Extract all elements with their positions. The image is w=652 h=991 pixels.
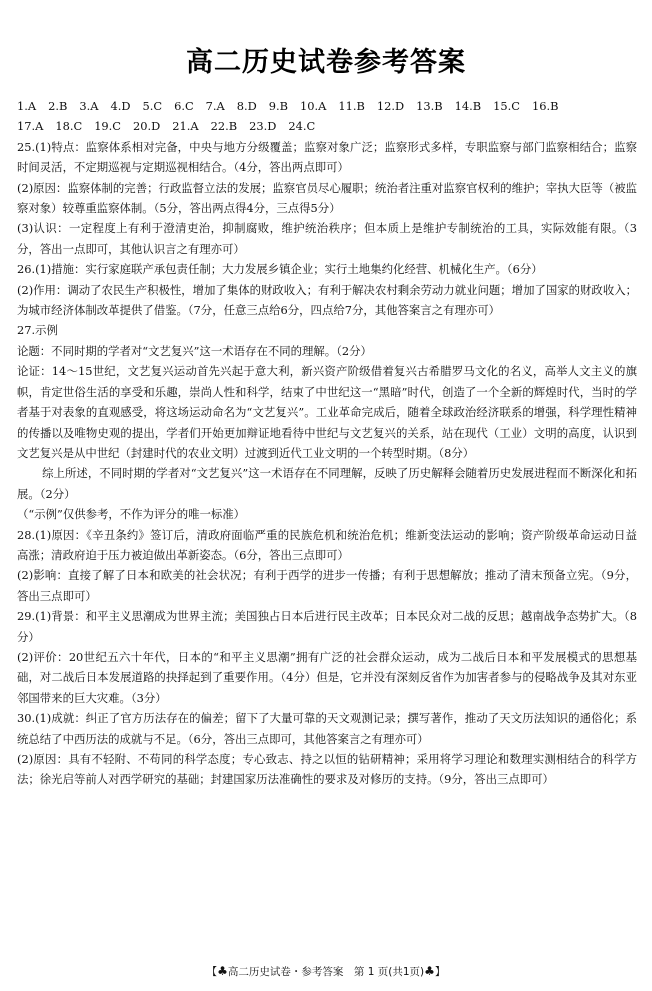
mc-answer: 4.D [110,99,131,113]
mc-answer: 3.A [79,99,99,113]
q29-part2: (2)评价：20世纪五六十年代，日本的“和平主义思潮”拥有广泛的社会群众运动，成为二战后日本和平发展模式的思想基础，对二战后日本发展道路的抉择起到了重要作用。（4分）但是，它并没有深刻反省作为加害者参与的侵略战争及其对东亚邻国带来的巨大灾难。（3分） [17,649,637,705]
mc-answer: 14.B [454,99,482,113]
answer-content [17,96,637,790]
mc-answer: 18.C [55,119,83,134]
club-icon: ♣ [217,964,228,978]
mc-answer: 17.A [17,119,44,134]
q27-argument: 论证：14～15世纪，文艺复兴运动首先兴起于意大利，新兴资产阶级借着复兴古希腊罗马文化的名义，高举人文主义的旗帜，肯定世俗生活的享受和乐趣，崇尚人性和科学，结束了中世纪这一“黑暗”时代，创造了一个全新的辉煌时代，当时的学者基于对表象的直观感受，将这场运动命名为“文艺复兴”。工业革命完成后，随着全球政治经济联系的增强，科学理性精神的传播以及唯物史观的提出，学者们开始更加辩证地看待中世纪与文艺复兴的关系，站在现代（工业）文明的高度，认识到文艺复兴是从中世纪（封建时代的农业文明）过渡到近代工业文明的一个转型时期。（8分） [17,364,637,460]
page-title: 高二历史试卷参考答案 [186,47,466,78]
mc-answer: 1.A [17,99,37,113]
mc-answer: 2.B [48,99,68,113]
club-icon: ♣ [424,964,435,978]
q27-note: （“示例”仅供参考，不作为评分的唯一标准） [17,507,246,522]
q25-part3: (3)认识：一定程度上有利于澄清吏治，抑制腐败，维护统治秩序；但本质上是维护专制统治的工具，实际效能有限。（3分，答出一点即可，其他认识言之有理亦可） [17,221,637,256]
q27-conclusion: 综上所述，不同时期的学者对“文艺复兴”这一术语存在不同理解，反映了历史解释会随着历史发展进程而不断深化和拓展。（2分） [17,466,637,501]
q30-part1: 30.(1)成就：纠正了官方历法存在的偏差；留下了大量可靠的天文观测记录；撰写著作，推动了天文历法知识的通俗化；系统总结了中西历法的成就与不足。（6分，答出三点即可，其他答案言之有理亦可） [17,711,637,746]
mc-answers-row-2 [17,116,637,136]
mc-answer: 19.C [94,119,122,134]
mc-answer: 21.A [172,119,199,134]
mc-answer: 13.B [416,99,443,113]
q27-heading: 27.示例 [17,323,58,338]
q25-part2: (2)原因：监察体制的完善；行政监督立法的发展；监察官员尽心履职；统治者注重对监察官权利的维护；宰执大臣等（被监察对象）较尊重监察体制。（5分，答出两点得4分，三点得5分） [17,180,637,216]
mc-answer: 9.B [268,99,289,113]
mc-answer: 5.C [142,99,163,113]
mc-answer: 23.D [249,119,277,134]
mc-answer: 20.D [133,119,161,134]
mc-answer: 7.A [205,99,225,113]
mc-answer: 24.C [288,119,316,134]
q26-part2: (2)作用：调动了农民生产积极性，增加了集体的财政收入；有利于解决农村剩余劳动力就业问题；增加了国家的财政收入；为城市经济体制改革提供了借鉴。（7分，任意三点给6分，四点给7分，其他答案言之有理亦可） [17,282,637,318]
q26-part1: 26.(1)措施：实行家庭联产承包责任制；大力发展乡镇企业；实行土地集约化经营、机械化生产。（6分） [17,262,543,277]
footer-open-bracket: 【 [206,966,218,978]
mc-answer: 22.B [210,119,238,134]
mc-answer: 10.A [300,99,327,113]
footer-text: 高二历史试卷・参考答案 第 1 页(共1页) [227,966,425,978]
mc-answer: 12.D [376,99,405,113]
footer-close-bracket: 】 [434,966,446,978]
q25-part1: 25.(1)特点：监察体系相对完备，中央与地方分级覆盖；监察对象广泛；监察形式多样，专职监察与部门监察相结合；监察时间灵活，不定期巡视与定期巡视相结合。（4分，答出两点即可） [17,139,637,175]
mc-answer: 8.D [236,99,257,113]
mc-answer: 6.C [174,99,194,113]
q28-part1: 28.(1)原因：《辛丑条约》签订后，清政府面临严重的民族危机和统治危机；维新变法运动的影响；资产阶级革命运动日益高涨；清政府迫于压力被迫做出革新姿态。（6分，答出三点即可） [17,527,637,562]
mc-answers-row-1 [17,96,637,116]
q30-part2: (2)原因：具有不轻附、不苟同的科学态度；专心致志、持之以恒的钻研精神；采用将学习理论和数理实测相结合的科学方法；徐光启等前人对西学研究的基础；封建国家历法准确性的要求及对修历的支持。（9分，答出三点即可） [17,752,637,787]
mc-answer: 15.C [493,99,520,113]
page-footer [0,964,652,979]
mc-answer: 11.B [338,99,365,113]
q28-part2: (2)影响：直接了解了日本和欧美的社会状况；有利于西学的进步一传播；有利于思想解放；推动了清末预备立宪。（9分，答出三点即可） [17,568,637,603]
mc-answer: 16.B [531,99,559,113]
q29-part1: 29.(1)背景：和平主义思潮成为世界主流；美国独占日本后进行民主改革；日本民众对二战的反思；越南战争态势扩大。（8分） [17,609,637,644]
q27-thesis: 论题：不同时期的学者对“文艺复兴”这一术语存在不同的理解。（2分） [17,343,372,358]
